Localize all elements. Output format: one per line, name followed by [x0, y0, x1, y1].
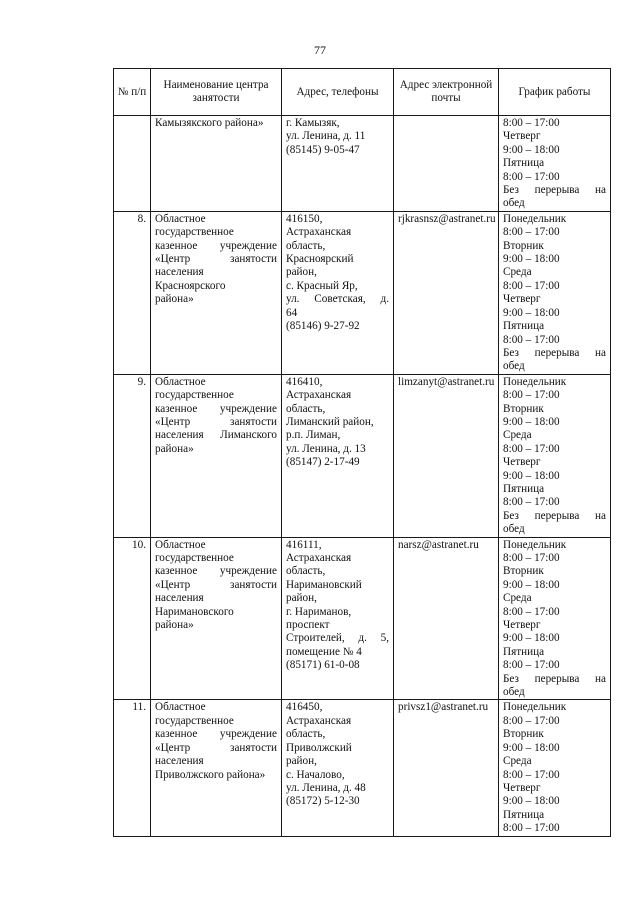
cell-line: 8:00 – 17:00	[503, 226, 560, 239]
cell-line: Вторник	[503, 565, 544, 578]
cell-line: Наримановского	[155, 605, 234, 618]
row-number: 8.	[114, 211, 151, 374]
cell-line: 9:00 – 18:00	[503, 578, 560, 591]
cell-line: казенное учреждение	[155, 728, 277, 741]
employment-centers-table	[113, 68, 611, 837]
cell-line: «Центр занятости	[155, 578, 277, 591]
cell-line: 8:00 – 17:00	[503, 552, 560, 564]
table-row	[114, 211, 611, 374]
cell-line: область,	[286, 565, 326, 578]
center-name	[151, 700, 282, 836]
cell-line: населения	[155, 755, 204, 768]
page-number: 77	[314, 43, 326, 57]
cell-line: Четверг	[503, 619, 541, 632]
center-name	[151, 116, 282, 212]
cell-line: Вторник	[503, 402, 544, 415]
cell-line: 416111,	[286, 538, 322, 551]
table-header-row	[114, 69, 611, 116]
header-num: № п/п	[114, 69, 151, 116]
cell-line: 9:00 – 18:00	[503, 469, 560, 482]
cell-line: (85172) 5-12-30	[286, 795, 360, 808]
cell-line: населения	[155, 592, 204, 605]
cell-line: 8:00 – 17:00	[503, 279, 560, 292]
cell-line: Красноярский	[286, 253, 354, 266]
cell-line: Областное	[155, 701, 206, 714]
cell-line: 8:00 – 17:00	[503, 170, 560, 183]
cell-line: помещение № 4	[286, 645, 362, 658]
cell-line: г. Нариманов,	[286, 605, 352, 618]
table-body	[114, 116, 611, 837]
cell-line: (85171) 61-0-08	[286, 659, 360, 672]
cell-line: район,	[286, 592, 317, 605]
cell-line: Без перерыва на	[503, 184, 606, 197]
cell-line: Понедельник	[503, 375, 567, 388]
cell-line: Наримановский	[286, 578, 362, 591]
cell-line: Понедельник	[503, 538, 567, 551]
cell-line: Без перерыва на	[503, 509, 606, 522]
cell-line: 8:00 – 17:00	[503, 659, 560, 672]
cell-line: Четверг	[503, 293, 541, 306]
center-email: rjkrasnsz@astranet.ru	[394, 211, 499, 374]
cell-line: район,	[286, 266, 317, 279]
cell-line: государственное	[155, 714, 234, 727]
cell-line: казенное учреждение	[155, 565, 277, 578]
center-name	[151, 374, 282, 537]
cell-line: района»	[155, 442, 194, 455]
cell-line: Камызякского района»	[155, 117, 264, 129]
cell-line: (85145) 9-05-47	[286, 143, 360, 156]
cell-line: Без перерыва на	[503, 346, 606, 359]
cell-line: обед	[503, 686, 525, 699]
cell-line: 9:00 – 18:00	[503, 795, 560, 808]
cell-line: ул. Ленина, д. 48	[286, 781, 366, 794]
center-name	[151, 211, 282, 374]
cell-line: 8:00 – 17:00	[503, 822, 560, 835]
cell-line: Вторник	[503, 728, 544, 741]
table-row	[114, 116, 611, 212]
cell-line: района»	[155, 293, 194, 306]
cell-line: Пятница	[503, 482, 545, 495]
cell-line: 64	[286, 306, 298, 319]
cell-line: государственное	[155, 552, 234, 564]
cell-line: ул. Ленина, д. 13	[286, 442, 366, 455]
table-row	[114, 537, 611, 700]
cell-line: «Центр занятости	[155, 741, 277, 754]
cell-line: г. Камызяк,	[286, 117, 340, 129]
work-schedule	[499, 116, 611, 212]
cell-line: Приволжский	[286, 741, 352, 754]
cell-line: 416450,	[286, 701, 323, 714]
row-number: 11.	[114, 700, 151, 836]
cell-line: 9:00 – 18:00	[503, 143, 560, 156]
cell-line: область,	[286, 402, 326, 415]
cell-line: 416150,	[286, 212, 323, 225]
cell-line: 9:00 – 18:00	[503, 306, 560, 319]
row-number: 9.	[114, 374, 151, 537]
cell-line: 8:00 – 17:00	[503, 496, 560, 509]
cell-line: Четверг	[503, 781, 541, 794]
header-address: Адрес, телефоны	[282, 69, 394, 116]
cell-line: 8:00 – 17:00	[503, 605, 560, 618]
cell-line: с. Началово,	[286, 768, 345, 781]
cell-line: Вторник	[503, 239, 544, 252]
cell-line: Астраханская	[286, 714, 352, 727]
center-address	[282, 537, 394, 700]
cell-line: государственное	[155, 389, 234, 402]
cell-line: обед	[503, 360, 525, 373]
row-number: 10.	[114, 537, 151, 700]
cell-line: Красноярского	[155, 279, 226, 292]
cell-line: обед	[503, 523, 525, 536]
cell-line: район,	[286, 755, 317, 768]
center-address	[282, 700, 394, 836]
work-schedule	[499, 211, 611, 374]
center-address	[282, 116, 394, 212]
cell-line: Среда	[503, 429, 532, 442]
cell-line: Областное	[155, 212, 206, 225]
cell-line: населения Лиманского	[155, 429, 277, 442]
cell-line: Астраханская	[286, 389, 352, 402]
cell-line: ул. Ленина, д. 11	[286, 130, 366, 143]
cell-line: Областное	[155, 538, 206, 551]
cell-line: Среда	[503, 755, 532, 768]
cell-line: Понедельник	[503, 212, 567, 225]
cell-line: населения	[155, 266, 204, 279]
cell-line: 9:00 – 18:00	[503, 253, 560, 266]
cell-line: 9:00 – 18:00	[503, 741, 560, 754]
cell-line: Четверг	[503, 130, 541, 143]
cell-line: 416410,	[286, 375, 323, 388]
center-email: limzanyt@astranet.ru	[394, 374, 499, 537]
cell-line: с. Красный Яр,	[286, 279, 358, 292]
cell-line: Пятница	[503, 645, 545, 658]
cell-line: 8:00 – 17:00	[503, 389, 560, 402]
row-number	[114, 116, 151, 212]
cell-line: «Центр занятости	[155, 253, 277, 266]
center-email	[394, 116, 499, 212]
cell-line: Пятница	[503, 157, 545, 170]
cell-line: Областное	[155, 375, 206, 388]
cell-line: Среда	[503, 266, 532, 279]
table-row	[114, 700, 611, 836]
cell-line: 8:00 – 17:00	[503, 768, 560, 781]
header-name: Наименование центра занятости	[151, 69, 282, 116]
cell-line: 8:00 – 17:00	[503, 714, 560, 727]
cell-line: обед	[503, 197, 525, 210]
cell-line: Без перерыва на	[503, 672, 606, 685]
cell-line: Приволжского района»	[155, 768, 266, 781]
work-schedule	[499, 700, 611, 836]
cell-line: района»	[155, 619, 194, 632]
cell-line: Строителей, д. 5,	[286, 632, 389, 645]
cell-line: Четверг	[503, 456, 541, 469]
cell-line: р.п. Лиман,	[286, 429, 341, 442]
cell-line: казенное учреждение	[155, 402, 277, 415]
center-name	[151, 537, 282, 700]
cell-line: проспект	[286, 619, 330, 632]
cell-line: государственное	[155, 226, 234, 239]
cell-line: Понедельник	[503, 701, 567, 714]
cell-line: Пятница	[503, 808, 545, 821]
work-schedule	[499, 374, 611, 537]
cell-line: область,	[286, 239, 326, 252]
cell-line: 8:00 – 17:00	[503, 442, 560, 455]
cell-line: казенное учреждение	[155, 239, 277, 252]
cell-line: (85146) 9-27-92	[286, 320, 360, 333]
cell-line: Лиманский район,	[286, 415, 374, 428]
cell-line: область,	[286, 728, 326, 741]
cell-line: «Центр занятости	[155, 415, 277, 428]
cell-line: Среда	[503, 592, 532, 605]
header-schedule: График работы	[499, 69, 611, 116]
center-address	[282, 211, 394, 374]
center-address	[282, 374, 394, 537]
cell-line: 8:00 – 17:00	[503, 333, 560, 346]
cell-line: ул. Советская, д.	[286, 293, 389, 306]
work-schedule	[499, 537, 611, 700]
table-row	[114, 374, 611, 537]
cell-line: Астраханская	[286, 552, 352, 564]
cell-line: 9:00 – 18:00	[503, 632, 560, 645]
cell-line: 8:00 – 17:00	[503, 117, 560, 129]
cell-line: Пятница	[503, 320, 545, 333]
cell-line: (85147) 2-17-49	[286, 456, 360, 469]
center-email: narsz@astranet.ru	[394, 537, 499, 700]
cell-line: Астраханская	[286, 226, 352, 239]
center-email: privsz1@astranet.ru	[394, 700, 499, 836]
header-email: Адрес электронной почты	[394, 69, 499, 116]
cell-line: 9:00 – 18:00	[503, 415, 560, 428]
